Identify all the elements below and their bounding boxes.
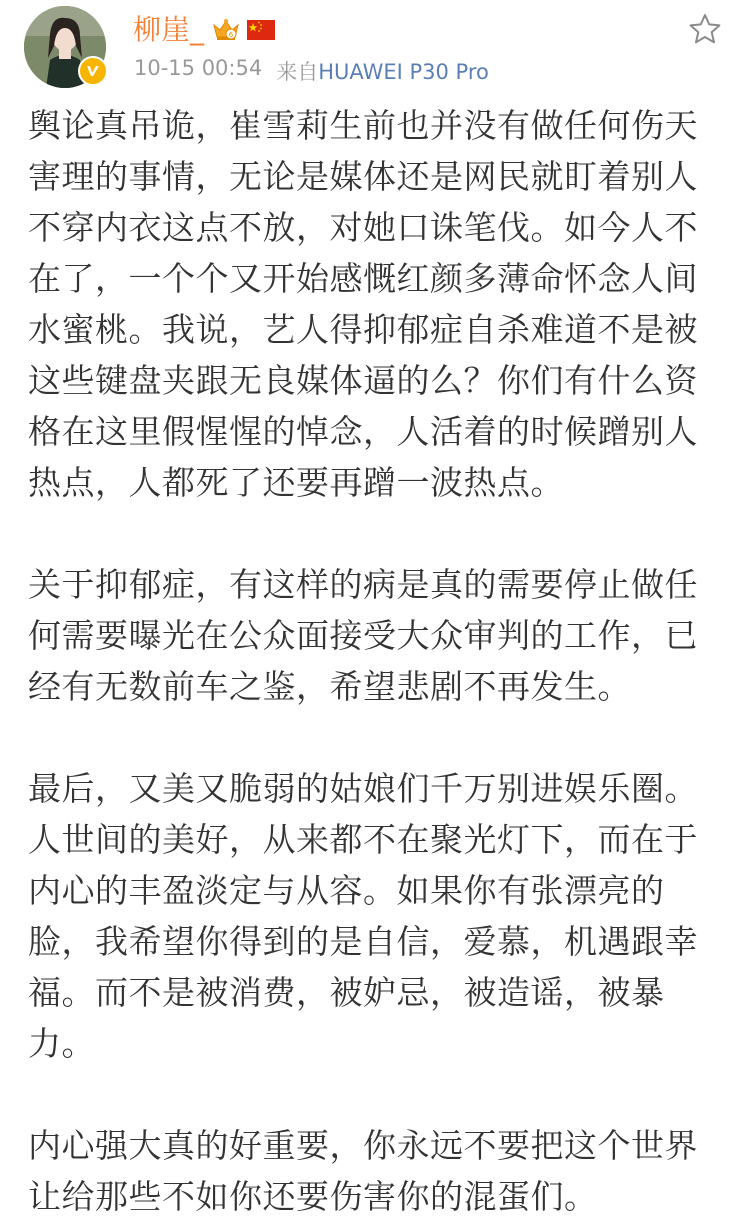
text-line: 经有无数前车之鉴，希望悲剧不再发生。 [28, 667, 631, 706]
text-line: 内心强大真的好重要，你永远不要把这个世界 [28, 1126, 698, 1165]
text-line: 内心的丰盈淡定与从容。如果你有张漂亮的 [28, 871, 665, 910]
svg-text:6: 6 [228, 31, 233, 39]
text-line: 不穿内衣这点不放，对她口诛笔伐。如今人不 [28, 208, 698, 247]
source-prefix: 来自 [276, 60, 319, 84]
username-row [133, 10, 275, 50]
text-line: 脸，我希望你得到的是自信，爱慕，机遇跟幸 [28, 922, 698, 961]
post-source [276, 56, 489, 86]
avatar-wrap[interactable] [24, 6, 106, 88]
text-line: 格在这里假惺惺的悼念，人活着的时候蹭别人 [28, 412, 698, 451]
post-paragraph [28, 100, 728, 508]
post-meta [134, 56, 489, 86]
text-line: 水蜜桃。我说，艺人得抑郁症自杀难道不是被 [28, 310, 698, 349]
post-content [28, 100, 728, 1222]
text-line: 让给那些不如你还要伤害你的混蛋们。 [28, 1177, 598, 1216]
source-device[interactable]: HUAWEI P30 Pro [318, 60, 489, 84]
post-paragraph [28, 763, 728, 1069]
post-paragraph [28, 559, 728, 712]
text-line: 舆论真吊诡，崔雪莉生前也并没有做任何伤天 [28, 106, 698, 145]
text-line: 最后，又美又脆弱的姑娘们千万别进娱乐圈。 [28, 769, 698, 808]
text-line: 这些键盘夹跟无良媒体逼的么？你们有什么资 [28, 361, 698, 400]
post-time: 10-15 00:54 [134, 56, 263, 80]
text-line: 热点，人都死了还要再蹭一波热点。 [28, 463, 564, 502]
post-paragraph [28, 1120, 728, 1222]
post-header [0, 0, 750, 96]
text-line: 福。而不是被消费，被妒忌，被造谣，被暴 [28, 973, 665, 1012]
username[interactable]: 柳崖_ [133, 13, 205, 46]
china-flag-icon [247, 20, 275, 40]
text-line: 关于抑郁症，有这样的病是真的需要停止做任 [28, 565, 698, 604]
vip-crown-icon[interactable] [211, 17, 241, 43]
text-line: 何需要曝光在公众面接受大众审判的工作，已 [28, 616, 698, 655]
text-line: 人世间的美好，从来都不在聚光灯下，而在于 [28, 820, 698, 859]
text-line: 力。 [28, 1024, 95, 1063]
text-line: 在了，一个个又开始感慨红颜多薄命怀念人间 [28, 259, 698, 298]
verified-badge-icon [78, 56, 108, 86]
text-line: 害理的事情，无论是媒体还是网民就盯着别人 [28, 157, 698, 196]
star-icon[interactable] [688, 12, 722, 46]
